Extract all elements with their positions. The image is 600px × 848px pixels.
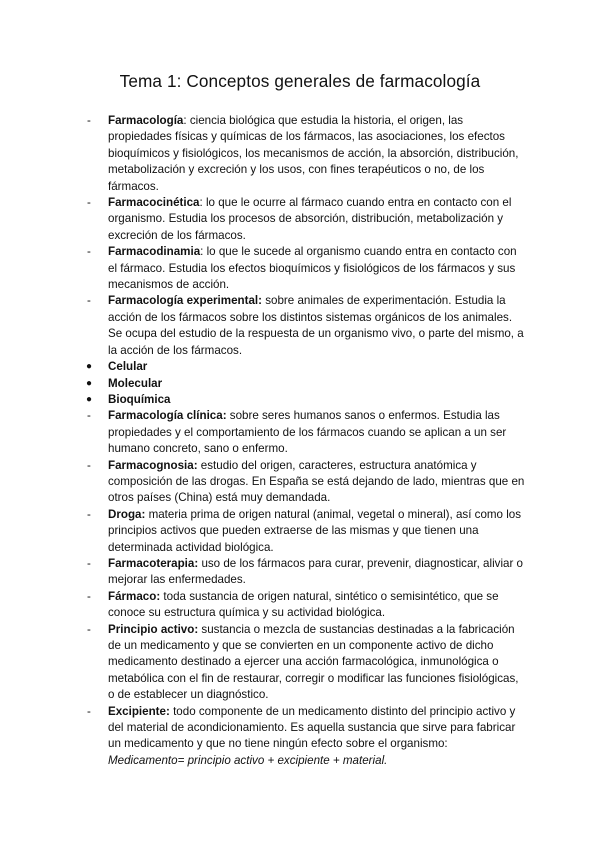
term: Droga: [108, 507, 146, 521]
bullet-dot-icon: ● [86, 393, 93, 405]
term: Farmacognosia: [108, 458, 198, 472]
bullet-dot-icon: ● [86, 361, 93, 373]
term: Excipiente: [108, 704, 170, 718]
dash-marker: - [87, 458, 91, 472]
definition: : ciencia biológica que estudia la historia, el origen, las propiedades físicas y químicas de los fármacos, las asociaciones, los efectos bioquímicos y fisiológicos, los mecanismos de acción, la absorción, distribución, metabolización y excreción y los usos, con fines terapéuticos o no, de los fármacos. [108, 114, 519, 193]
term: Farmacología [108, 114, 184, 127]
formula-text: Medicamento= principio activo + excipiente + material. [108, 753, 388, 767]
dash-marker: - [87, 196, 91, 210]
dash-marker: - [87, 409, 91, 423]
term: Farmacología clínica: [108, 409, 227, 423]
term: Principio activo: [108, 622, 199, 636]
definition-list [0, 113, 600, 769]
list-item-farmacologia-experimental [0, 293, 600, 359]
list-item-farmaco [0, 589, 600, 622]
dash-marker: - [87, 507, 91, 521]
definition: : lo que le ocurre al fármaco cuando entra en contacto con el organismo. Estudia los procesos de absorción, distribución, metabolización y excreción de los fármacos. [108, 196, 512, 242]
term: Fármaco: [108, 589, 161, 603]
term: Farmacología experimental: [108, 294, 262, 308]
dash-marker: - [87, 294, 91, 308]
list-item-molecular [0, 376, 600, 392]
definition: sobre seres humanos sanos o enfermos. Estudia las propiedades y el comportamiento de los fármacos cuando se aplican a un ser humano concreto, sano o enfermo. [108, 409, 507, 456]
dash-marker: - [87, 589, 91, 603]
list-item-farmacocinetica [0, 195, 600, 244]
dash-marker: - [87, 622, 91, 636]
definition: materia prima de origen natural (animal, vegetal o mineral), así como los principios activos que pueden extraerse de las mismas y que tienen una determinada actividad biológica. [108, 507, 522, 554]
definition: : lo que le sucede al organismo cuando entra en contacto con el fármaco. Estudia los efectos bioquímicos y fisiológicos de los fármacos y sus mecanismos de acción. [108, 245, 517, 292]
term: Celular [108, 360, 148, 374]
definition: todo componente de un medicamento distinto del principio activo y del material de acondicionamiento. Es aquella sustancia que sirve para fabricar un medicamento y que no tiene ningún efecto sobre el organismo: [108, 704, 516, 751]
definition: uso de los fármacos para curar, prevenir, diagnosticar, aliviar o mejorar las enfermedades. [108, 556, 524, 587]
list-item-celular [0, 359, 600, 375]
list-item-bioquimica [0, 392, 600, 408]
dash-marker: - [87, 245, 91, 259]
definition: estudio del origen, caracteres, estructura anatómica y composición de las drogas. En España se está dejando de lado, mientras que en otros países (China) está muy demandada. [108, 458, 525, 505]
list-item-droga [0, 507, 600, 556]
term: Farmacocinética [108, 196, 200, 210]
dash-marker: - [87, 556, 91, 570]
definition: sobre animales de experimentación. Estudia la acción de los fármacos sobre los distintos sistemas orgánicos de los animales. Se ocupa del estudio de la respuesta de un organismo vivo, o parte del mismo, a la acción de los fármacos. [108, 294, 524, 357]
term: Bioquímica [108, 392, 171, 406]
dash-marker: - [87, 704, 91, 718]
page-title: Tema 1: Conceptos generales de farmacología [119, 71, 481, 91]
list-item-farmacologia-clinica [0, 408, 600, 457]
definition: sustancia o mezcla de sustancias destinadas a la fabricación de un medicamento y que se convierten en un componente activo de dicho medicamento destinado a ejercer una acción farmacológica, inmunológica o metabólica con el fin de restaurar, corregir o modificar las funciones fisiológicas, o de establecer un diagnóstico. [108, 622, 519, 702]
bullet-dot-icon: ● [86, 377, 93, 389]
list-item-farmacognosia [0, 458, 600, 507]
term: Farmacodinamia [108, 245, 201, 259]
list-item-farmacodinamia [0, 244, 600, 293]
dash-marker: - [87, 114, 91, 127]
list-item-farmacologia [0, 113, 600, 195]
definition: toda sustancia de origen natural, sintético o semisintético, que se conoce su estructura química y su actividad biológica. [108, 589, 499, 620]
list-item-principio-activo [0, 622, 600, 704]
term: Molecular [108, 376, 163, 390]
list-item-farmacoterapia [0, 556, 600, 589]
list-item-excipiente [0, 704, 600, 770]
term: Farmacoterapia: [108, 556, 199, 570]
